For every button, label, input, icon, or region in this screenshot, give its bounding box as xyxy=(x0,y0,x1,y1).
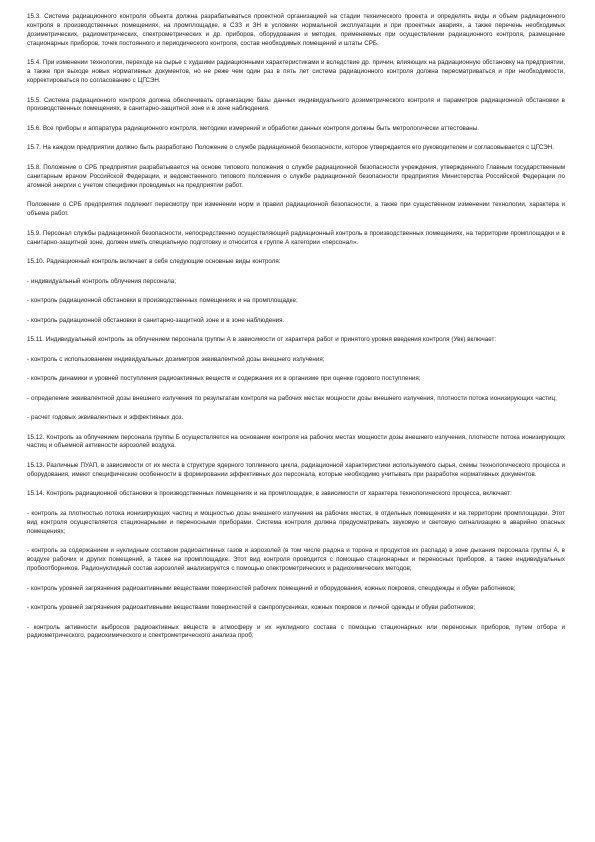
paragraph-15-3: 15.3. Система радиационного контроля объекта должна разрабатываться проектной организацией на стадии технического проекта и определять виды и объем радиационного контроля в производственных помещениях, на промплощадке, в СЗЗ и ЗН в условиях нормальной эксплуатации и при проектных авариях, а также перечень необходимых дозиметрических, радиометрических, спектрометрических и др. приборов, оборудования и методик, применяемых при осуществлении радиационного контроля, размещение стационарных приборов, точек постоянного и периодического контроля, состав необходимых помещений и штаты СРБ. xyxy=(27,13,565,47)
paragraph-srb-revision: Положение о СРБ предприятия подлежит пересмотру при изменении норм и правил радиационной безопасности, а также при существенном изменении технологии, характера и объема работ. xyxy=(27,201,565,218)
paragraph-15-10: 15.10. Радиационный контроль включает в себя следующие основные виды контроля: xyxy=(27,258,281,266)
paragraph-15-7: 15.7. На каждом предприятии должно быть разработано Положение о службе радиационной безопасности, которое утверждается его руководителем и согласовывается с ЦГСЭН. xyxy=(27,144,555,152)
list-item-intake-dynamics: - контроль динамики и уровней поступления радиоактивных веществ и содержания их в организме при оценке годового поступления; xyxy=(27,375,421,383)
list-item-sanitary-checkpoint: - контроль уровней загрязнения радиоактивными веществами поверхностей в санпропускниках, кожных покровов и личной одежды и обуви работников; xyxy=(27,604,476,611)
list-item-dose-determination: - определение эквивалентной дозы внешнего излучения по результатам контроля на рабочих местах мощности дозы внешнего излучения, плотности потока ионизирующих частиц; xyxy=(27,394,557,402)
list-item-individual-control: - индивидуальный контроль облучения персонала; xyxy=(27,277,176,285)
paragraph-15-6: 15.6. Все приборы и аппаратура радиационного контроля, методики измерений и обработки данных контроля должны быть метрологически аттестованы. xyxy=(27,124,479,132)
paragraph-15-13: 15.13. Различные ПУАП, в зависимости от их места в структуре ядерного топливного цикла, радиационной характеристики используемого сырья, схемы технологического процесса и оборудования, имеют специфические особенности в формировании эффективных доз персонала, которые необходимо учитывать при разработке нормативных документов. xyxy=(27,461,565,478)
list-item-flux-dose-rate: - контроль за плотностью потока ионизирующих частиц и мощностью дозы внешнего излучения на рабочих местах, в отдельных помещениях и на территории промплощадки. Этот вид контроля осуществляется стационарными и переносными приборами. Система контроля должна предусматривать звуковую и световую сигнализацию в аварийно опасных помещениях; xyxy=(27,509,565,535)
list-item-dosimeters: - контроль с использованием индивидуальных дозиметров эквивалентной дозы внешнего излучения; xyxy=(27,355,325,363)
list-item-aerosols: - контроль за содержанием и нуклидным составом радиоактивных газов и аэрозолей (в том числе радона и торона и продуктов их распада) в зоне дыхания персонала группы А, в воздухе рабочих и других помещений, а также на промплощадке. Этот вид контроля проводится с помощью стационарных и переносных приборов, а также индивидуальных пробоотборников. Радионуклидный состав аэрозолей анализируется с помощью спектрометрических и радиохимических методов; xyxy=(27,547,565,572)
paragraph-15-5: 15.5. Система радиационного контроля должна обеспечивать организацию базы данных индивидуального дозиметрического контроля и параметров радиационной обстановки в производственных помещениях, в санитарно-защитной зоне и в зоне наблюдения. xyxy=(27,96,565,113)
paragraph-15-11: 15.11. Индивидуальный контроль за облучением персонала группы А в зависимости от характера работ и принятого уровня введения контроля (Увк) включает: xyxy=(27,336,497,344)
list-item-emissions: - контроль активности выбросов радиоактивных веществ в атмосферу и их нуклидного состава с помощью стационарных или переносных приборов, путем отбора и радиометрического, радиохимического и спектрометрического анализа проб; xyxy=(27,623,565,640)
paragraph-15-8: 15.8. Положение о СРБ предприятия разрабатывается на основе типового положения о службе радиационной безопасности учреждения, утвержденного Главным государственным санитарным врачом Российской Федерации, и ведомственного типового положения о службе радиационной безопасности предприятия Министерства Российской Федерации по атомной энергии с учетом специфики проводимых на предприятии работ. xyxy=(27,163,565,189)
paragraph-15-12: 15.12. Контроль за облучением персонала группы Б осуществляется на основании контроля на рабочих местах мощности дозы внешнего излучения, плотности потока ионизирующих частиц и объемной активности аэрозолей воздуха. xyxy=(27,433,565,450)
paragraph-15-9: 15.9. Персонал службы радиационной безопасности, непосредственно осуществляющий радиационный контроль в производственных помещениях, на территории промплощадки и в санитарно-защитной зоне, должен иметь специальную подготовку и относится к группе А категории «персонал». xyxy=(27,229,565,246)
list-item-workplace-control: - контроль радиационной обстановки в производственных помещениях и на промплощадке; xyxy=(27,297,298,305)
document-page xyxy=(27,13,565,649)
paragraph-15-4: 15.4. При изменении технологии, переходе на сырье с худшими радиационными характеристиками и вследствие др. причин, влияющих на радиационную обстановку на предприятии, а также при выходе новых нормативных документов, но не реже чем один раз в пять лет система радиационного контроля должна пересматриваться и при необходимости, корректироваться по согласованию с ЦГСЭН. xyxy=(27,59,565,85)
paragraph-15-14: 15.14. Контроль радиационной обстановки в производственных помещениях и на промплощадке, в зависимости от характера технологического процесса, включает: xyxy=(27,490,512,498)
list-item-dose-calculation: - расчет годовых эквивалентных и эффективных доз. xyxy=(27,414,184,422)
list-item-surface-contamination: - контроль уровней загрязнения радиоактивными веществами поверхностей рабочих помещений и оборудования, кожных покровов, спецодежды и обуви работников; xyxy=(27,584,516,592)
list-item-sanitary-zone-control: - контроль радиационной обстановки в санитарно-защитной зоне и в зоне наблюдения. xyxy=(27,316,285,324)
